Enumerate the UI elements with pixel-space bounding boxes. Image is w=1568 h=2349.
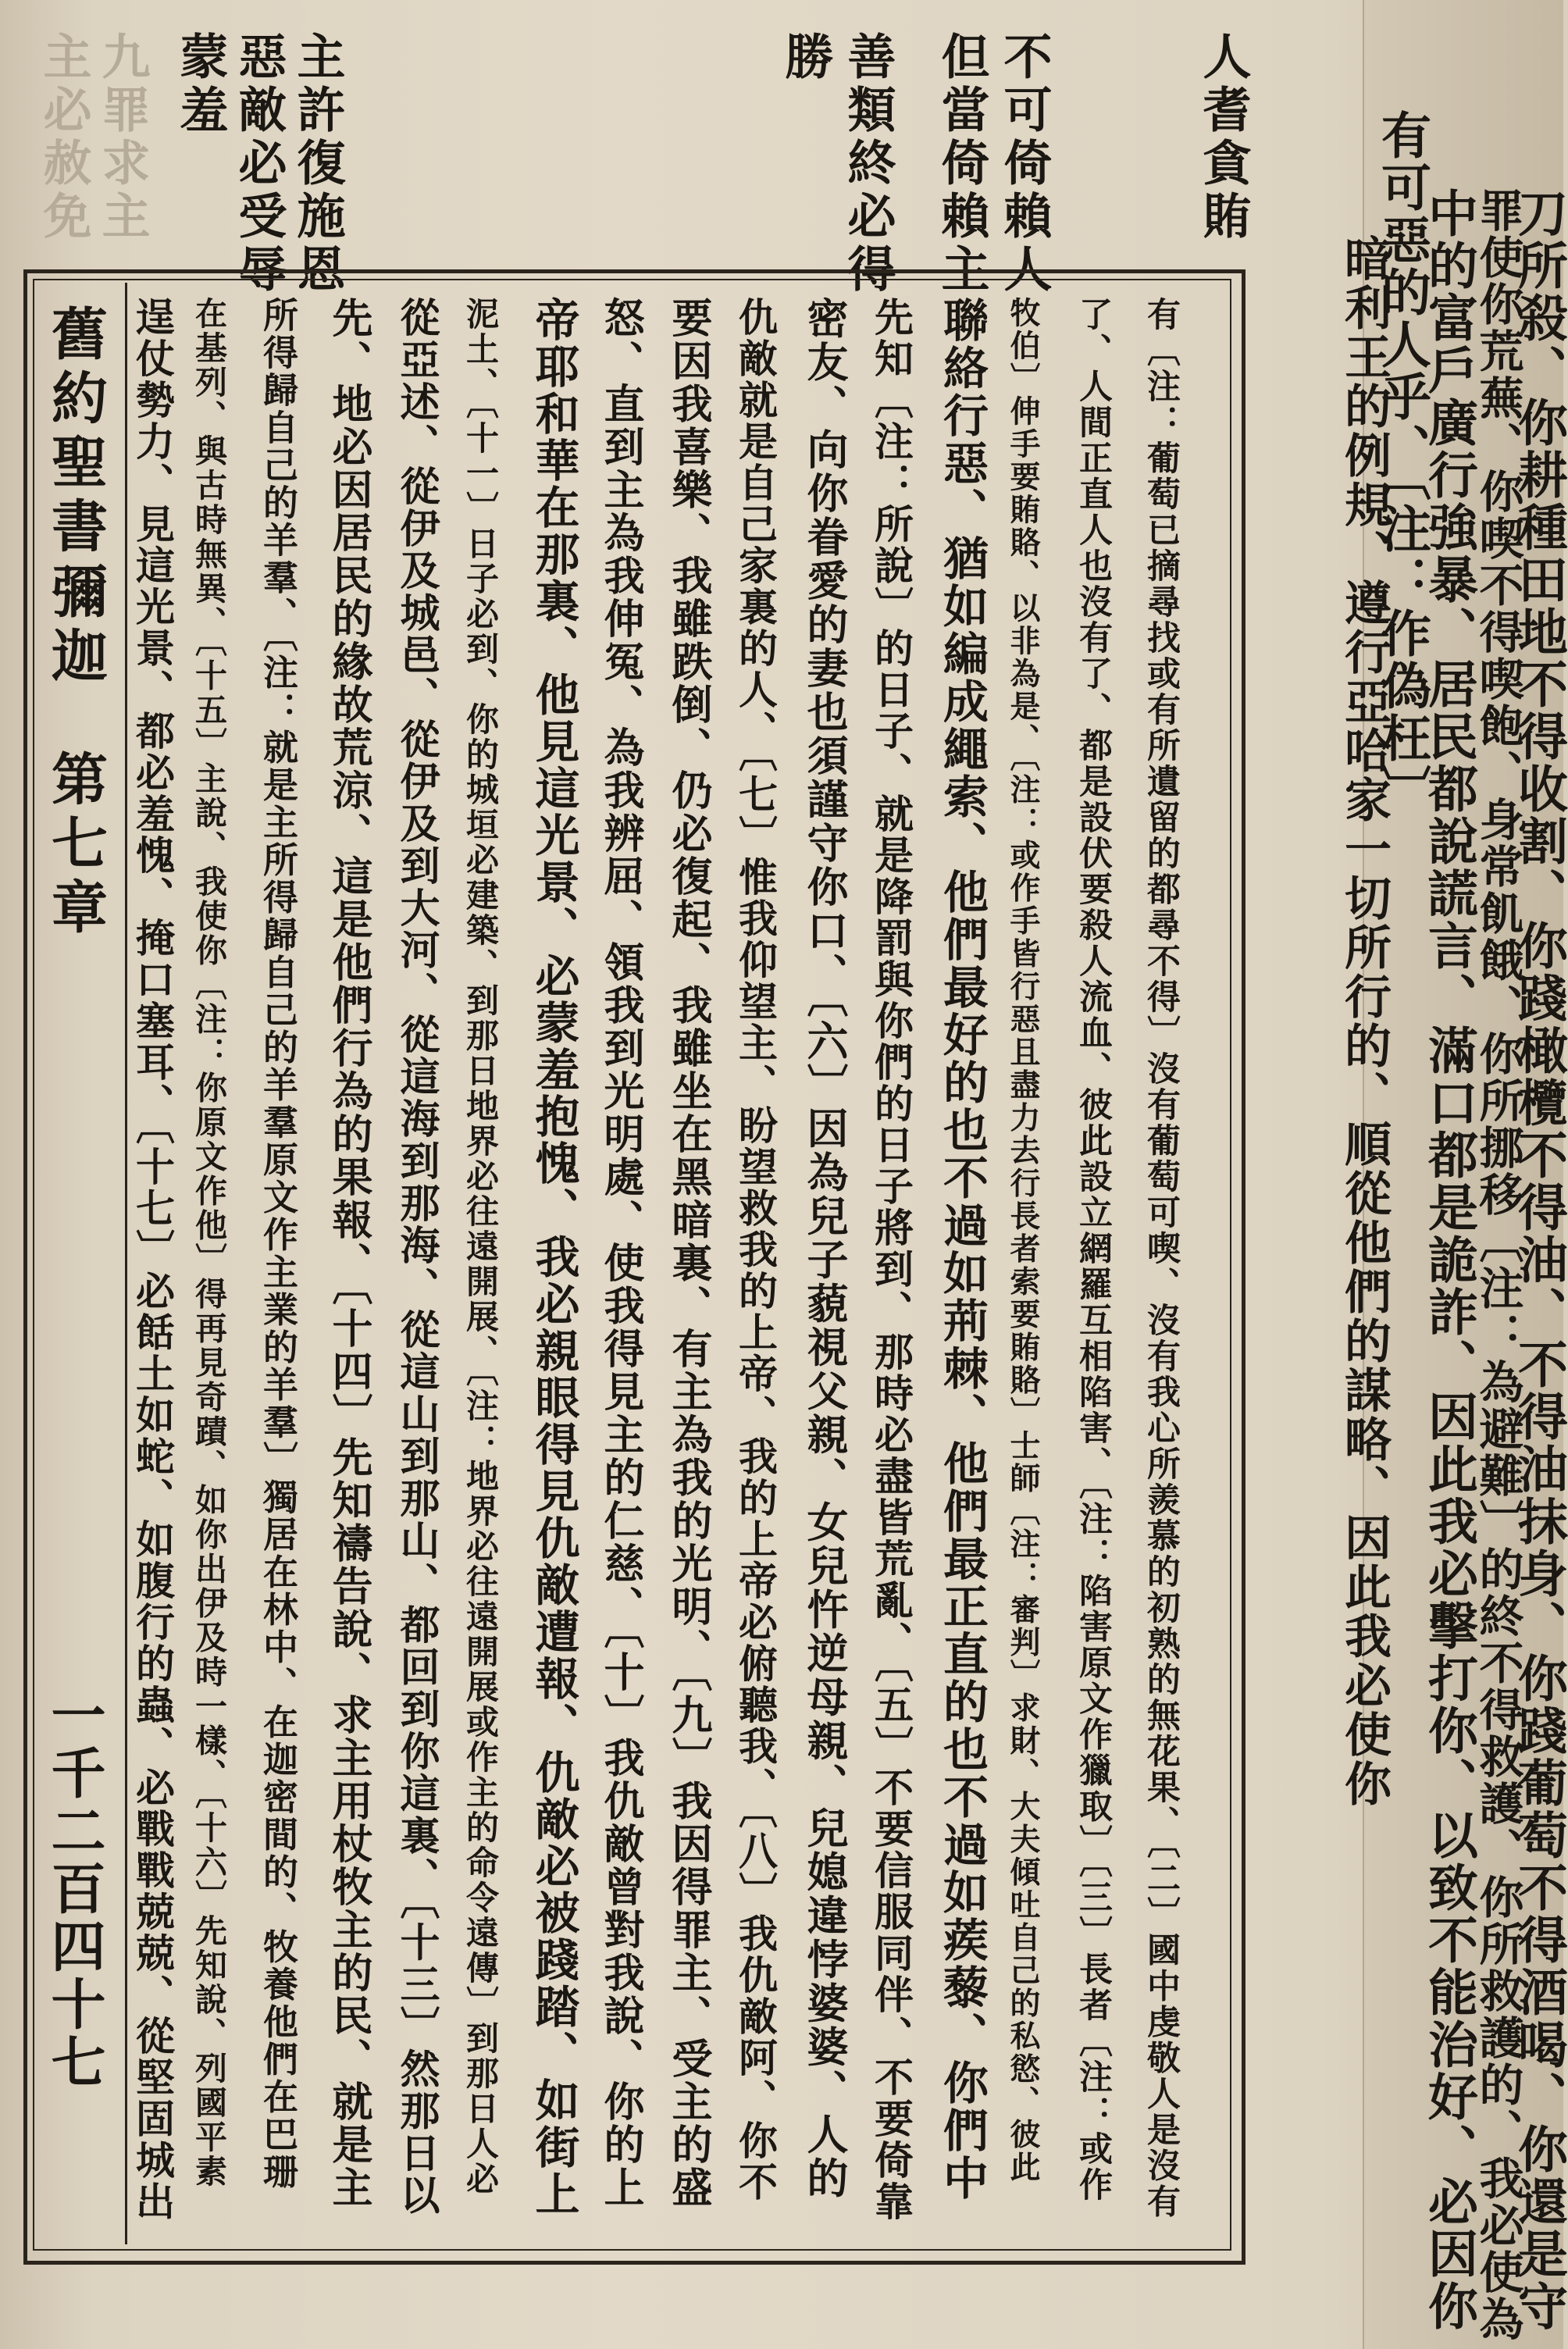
footer-rule bbox=[125, 283, 127, 2244]
text-column: 在基列、與古時無異、〔十五〕主說、我使你〔注：你原文作他〕得再見奇蹟、如你出伊及時一樣、〔十六〕先知說、列國平素 bbox=[190, 297, 227, 2189]
text-column: 帝耶和華在那裏、他見這光景、必蒙羞抱愧、我必親眼得見仇敵遭報、仇敵必被踐踏、如街上 bbox=[528, 297, 580, 2218]
side-note: 善類終必得 bbox=[839, 31, 896, 297]
text-column: 怒、直到主為我伸冤、為我辨屈、領我到光明處、使我得見主的仁慈、〔十〕我仇敵曾對我說、你的上 bbox=[597, 297, 644, 2209]
book-name: 彌迦 bbox=[42, 562, 109, 690]
prev-page-column: 有可惡的人乎、〔注：作偽枉〕 bbox=[1373, 109, 1431, 817]
text-column: 聯絡行惡、猶如編成繩索、他們最好的也不過如荊棘、他們最正直的也不過如蒺藜、你們中 bbox=[935, 297, 989, 2202]
text-column: 要因我喜樂、我雖跌倒、仍必復起、我雖坐在黑暗裏、有主為我的光明、〔九〕我因得罪主、受主的盛 bbox=[665, 297, 712, 2209]
prev-page-column: 罪使你荒蕪、你喫不得喫飽、身常飢餓、你所挪移〔注：為避難〕的終不得救護、你所救護的、我必使為 bbox=[1472, 187, 1524, 2343]
side-note: 但當倚賴主 bbox=[933, 31, 990, 297]
faded-side-note: 九罪求主 bbox=[94, 31, 151, 244]
faded-side-note: 主必赦免 bbox=[35, 31, 92, 244]
side-note: 主許復施恩 bbox=[289, 31, 346, 297]
text-column: 逞仗勢力、見這光景、都必羞愧、掩口塞耳、〔十七〕必餂土如蛇、如腹行的蟲、必戰戰兢兢、從堅固城出 bbox=[130, 297, 176, 2222]
side-note: 惡敵必受辱 bbox=[230, 31, 287, 297]
text-column: 從亞述、從伊及城邑、從伊及到大河、從這海到那海、從這山到那山、都回到你這裏、〔十三〕然那日以 bbox=[393, 297, 440, 2217]
chapter-label: 第七章 bbox=[42, 750, 109, 942]
text-column: 先、地必因居民的緣故荒涼、這是他們行為的果報、〔十四〕先知禱告說、求主用杖牧主的民、就是主 bbox=[325, 297, 372, 2209]
text-column: 了、人間正直人也沒有了、都是設伏要殺人流血、彼此設立網羅互相陷害、〔注：陷害原文作獵取〕〔三〕長者〔注：或作 bbox=[1074, 297, 1113, 2203]
prev-page-column: 中的富戶廣行強暴、居民都說謊言、滿口都是詭詐、因此我必擊打你、以致不能治好、必因你 bbox=[1420, 187, 1478, 2333]
text-column: 先知〔注：所說〕的日子、就是降罰與你們的日子將到、那時必盡皆荒亂、〔五〕不要信服同伴、不要倚靠 bbox=[868, 297, 914, 2222]
side-note: 蒙羞 bbox=[172, 31, 229, 137]
side-note: 勝 bbox=[777, 31, 834, 84]
text-column: 仇敵就是自己家裏的人、〔七〕惟我仰望主、盼望救我的上帝、我的上帝必俯聽我、〔八〕我仇敵阿、你不 bbox=[732, 297, 779, 2203]
previous-page-edge bbox=[1337, 0, 1568, 2349]
side-note: 人耆貪賄 bbox=[1195, 31, 1252, 244]
prev-page-column: 刀所殺、你耕種田地不得收割、你踐橄欖不得油、不得油抹身、你踐葡萄不得酒喝、你還是守 bbox=[1509, 187, 1568, 2333]
page-number: 一千二百四十七 bbox=[42, 1687, 107, 2091]
text-column: 泥土、〔十一〕日子必到、你的城垣必建築、到那日地界必往遠開展、〔注：地界必往遠開展或作主的命令遠傳〕到那日人必 bbox=[461, 297, 500, 2197]
text-column: 密友、向你眷愛的妻也須謹守你口、〔六〕因為兒子藐視父親、女兒忤逆母親、兒媳違悖婆婆、人的 bbox=[800, 297, 849, 2201]
text-column: 所得歸自己的羊羣、〔注：就是主所得歸自己的羊羣原文作主業的羊羣〕獨居在林中、在迦密間的、牧養他們在巴珊 bbox=[257, 297, 298, 2191]
prev-page-column: 暗利王的例規、遵行亞哈家一切所行的、順從他們的謀略、因此我必使你 bbox=[1337, 234, 1392, 1809]
book-title: 舊約聖書 bbox=[42, 305, 109, 561]
text-column: 牧伯〕伸手要賄賂、以非為是、〔注：或作手皆行惡且盡力去行長者索要賄賂〕士師〔注：審判〕求財、大夫傾吐自己的私慾、彼此 bbox=[1005, 297, 1041, 2184]
side-note: 不可倚賴人 bbox=[996, 31, 1053, 297]
text-column: 有〔注：葡萄已摘尋找或有所遺留的都尋不得〕沒有葡萄可喫、沒有我心所羨慕的初熟的無花果、〔二〕國中虔敬人是沒有 bbox=[1142, 297, 1181, 2220]
